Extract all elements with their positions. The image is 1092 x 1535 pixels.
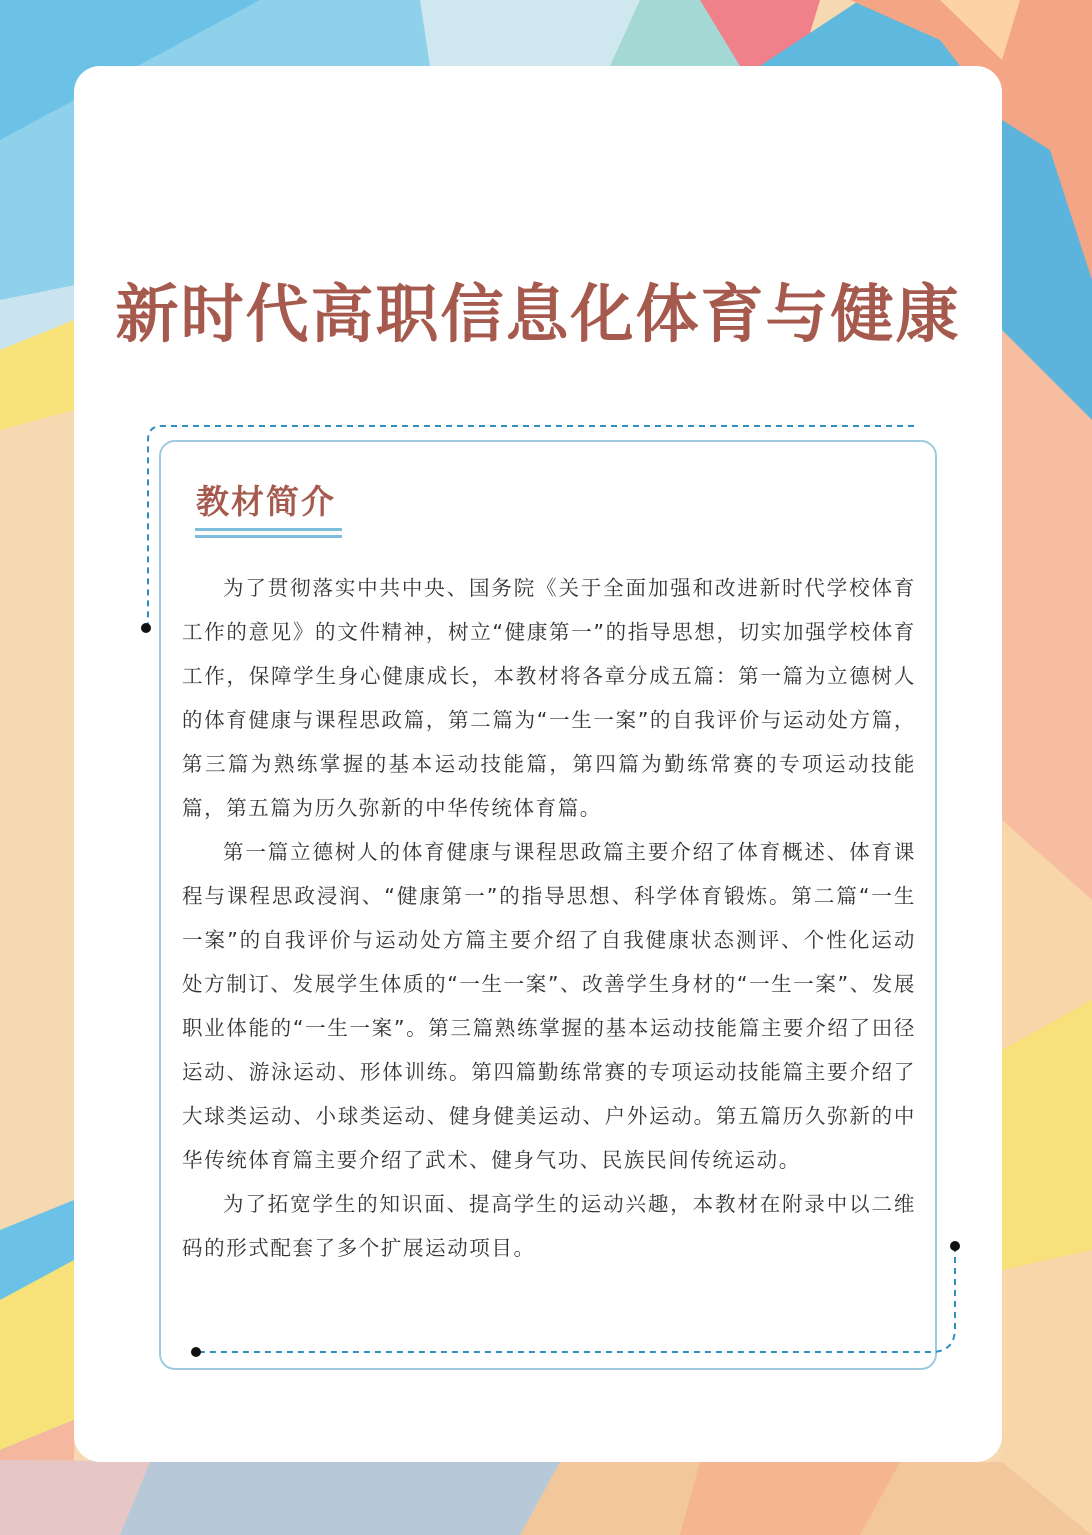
paragraph: 为了拓宽学生的知识面、提高学生的运动兴趣，本教材在附录中以二维码的形式配套了多个扩展运动项目。	[182, 1192, 916, 1260]
section-heading: 教材简介	[196, 482, 336, 521]
intro-body	[182, 566, 916, 1270]
heading-underline	[195, 528, 342, 531]
paragraph: 第一篇立德树人的体育健康与课程思政篇主要介绍了体育概述、体育课程与课程思政浸润、“健康第一”的指导思想、科学体育锻炼。第二篇“一生一案”的自我评价与运动处方篇主要介绍了自我健康状态测评、个性化运动处方制订、发展学生体质的“一生一案”、改善学生身材的“一生一案”、发展职业体能的“一生一案”。第三篇熟练掌握的基本运动技能篇主要介绍了田径运动、游泳运动、形体训练。第四篇勤练常赛的专项运动技能篇主要介绍了大球类运动、小球类运动、健身健美运动、户外运动。第五篇历久弥新的中华传统体育篇主要介绍了武术、健身气功、民族民间传统运动。	[182, 840, 916, 1172]
page-title: 新时代高职信息化体育与健康	[115, 277, 961, 351]
heading-underline	[195, 535, 342, 538]
paragraph: 为了贯彻落实中共中央、国务院《关于全面加强和改进新时代学校体育工作的意见》的文件精神，树立“健康第一”的指导思想，切实加强学校体育工作，保障学生身心健康成长，本教材将各章分成五篇：第一篇为立德树人的体育健康与课程思政篇，第二篇为“一生一案”的自我评价与运动处方篇，第三篇为熟练掌握的基本运动技能篇，第四篇为勤练常赛的专项运动技能篇，第五篇为历久弥新的中华传统体育篇。	[182, 576, 916, 820]
